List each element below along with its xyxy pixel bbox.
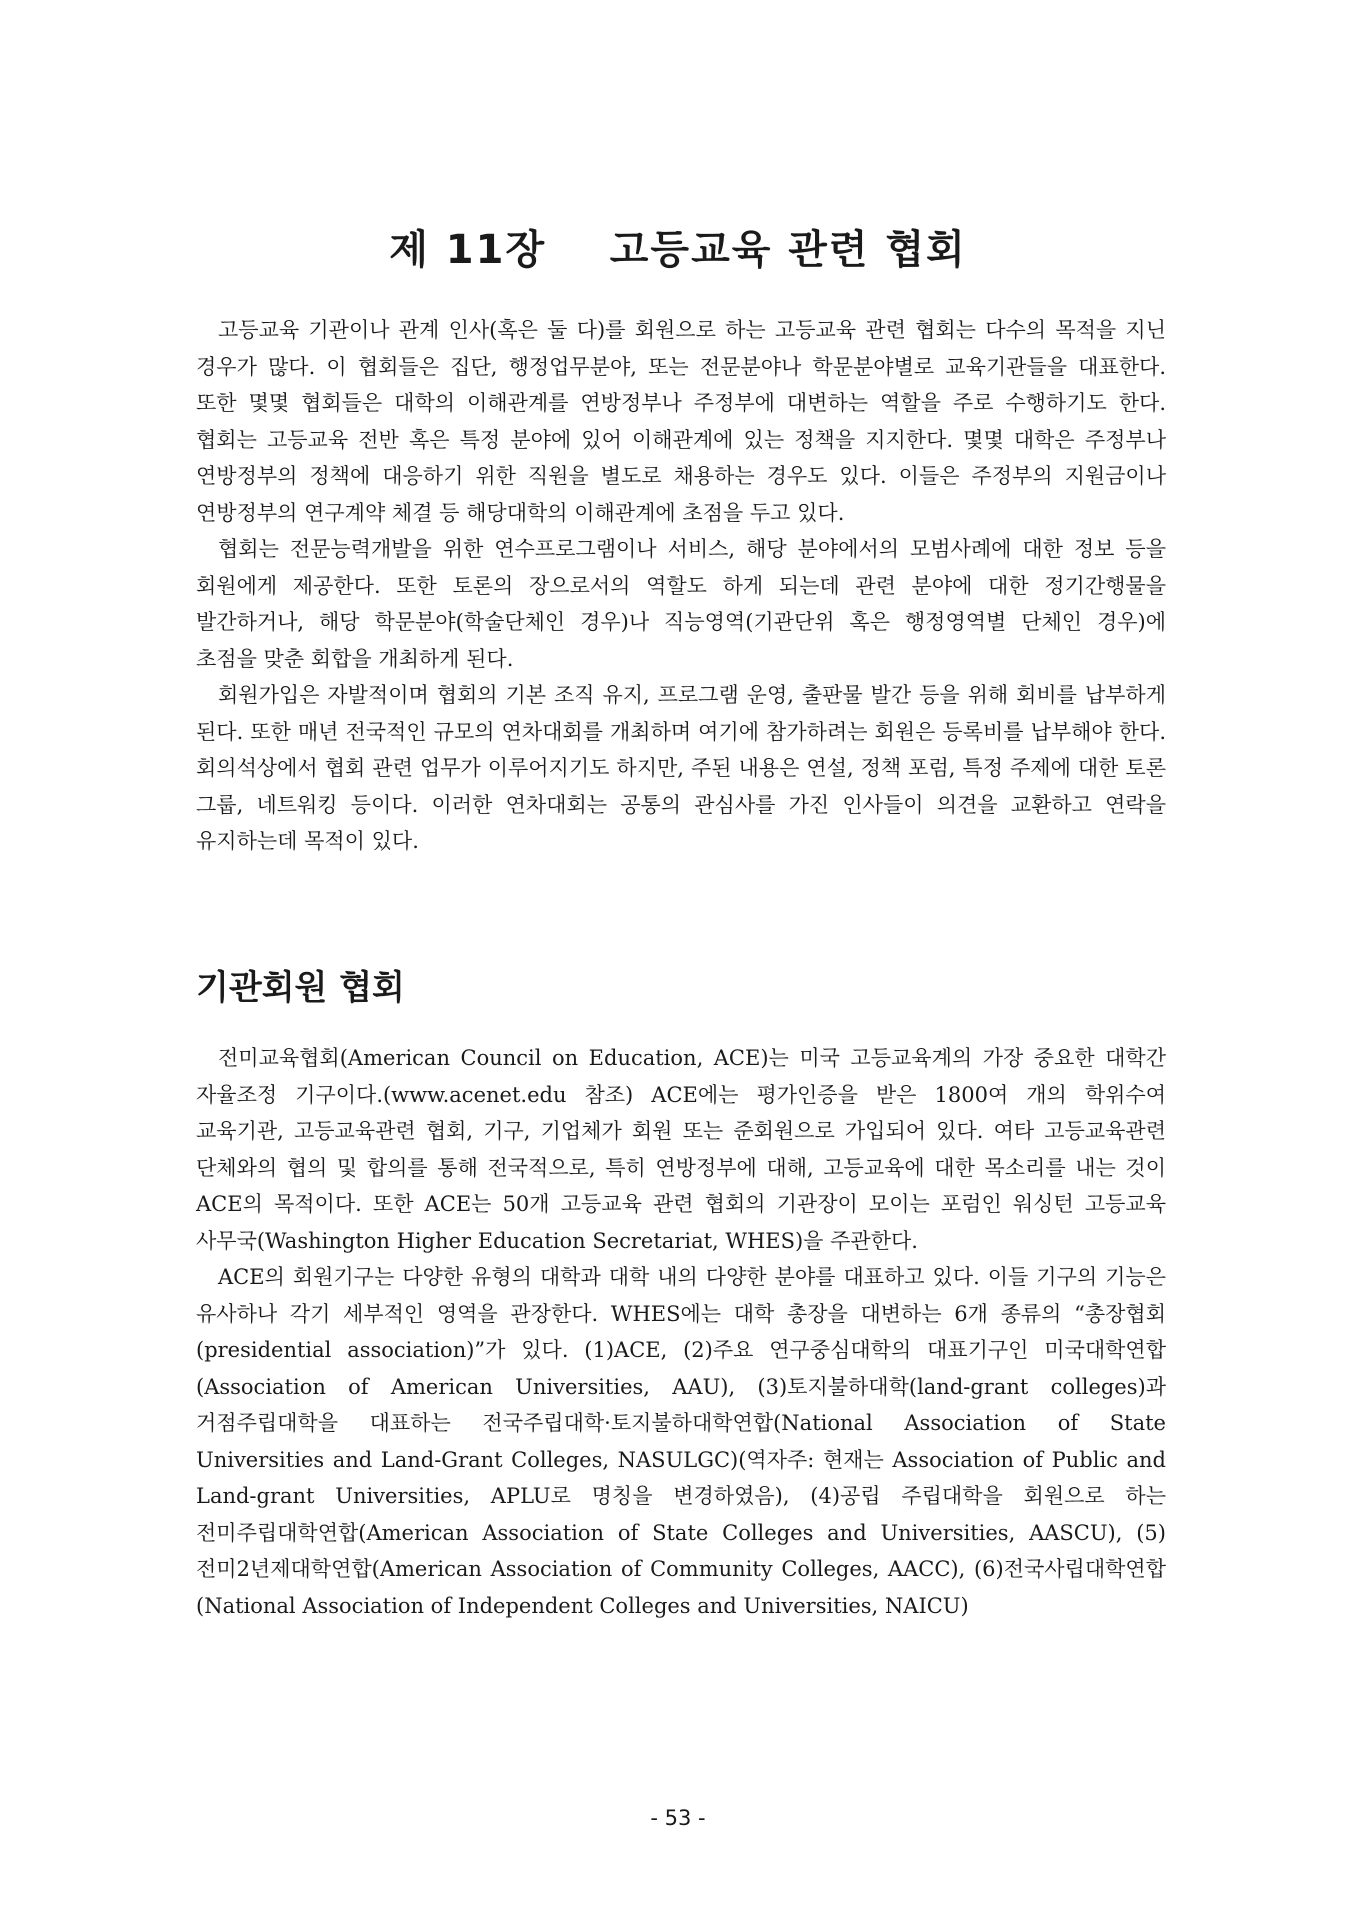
page-number: - 53 -	[650, 1806, 706, 1830]
intro-paragraph: 협회는 전문능력개발을 위한 연수프로그램이나 서비스, 해당 분야에서의 모범사례에 대한 정보 등을 회원에게 제공한다. 또한 토론의 장으로서의 역할도 하게 되는데 관련 분야에 대한 정기간행물을 발간하거나, 해당 학문분야(학술단체인 경우)나 직능영역(기관단위 혹은 행정영역별 단체인 경우)에 초점을 맞춘 회합을 개최하게 된다.	[196, 537, 1166, 671]
intro-paragraph: 고등교육 기관이나 관계 인사(혹은 둘 다)를 회원으로 하는 고등교육 관련 협회는 다수의 목적을 지닌 경우가 많다. 이 협회들은 집단, 행정업무분야, 또는 전문분야나 학문분야별로 교육기관들을 대표한다. 또한 몇몇 협회들은 대학의 이해관계를 연방정부나 주정부에 대변하는 역할을 주로 수행하기도 한다. 협회는 고등교육 전반 혹은 특정 분야에 있어 이해관계에 있는 정책을 지지한다. 몇몇 대학은 주정부나 연방정부의 정책에 대응하기 위한 직원을 별도로 채용하는 경우도 있다. 이들은 주정부의 지원금이나 연방정부의 연구계약 체결 등 해당대학의 이해관계에 초점을 두고 있다.	[196, 318, 1166, 525]
chapter-title: 제 11장 고등교육 관련 협회	[389, 227, 967, 273]
intro-section	[196, 312, 1166, 860]
section-paragraph: 전미교육협회(American Council on Education, ACE)는 미국 고등교육계의 가장 중요한 대학간 자율조정 기구이다.(www.acenet.edu 참조) ACE에는 평가인증을 받은 1800여 개의 학위수여 교육기관, 고등교육관련 협회, 기구, 기업체가 회원 또는 준회원으로 가입되어 있다. 여타 고등교육관련 단체와의 협의 및 합의를 통해 전국적으로, 특히 연방정부에 대해, 고등교육에 대한 목소리를 내는 것이 ACE의 목적이다. 또한 ACE는 50개 고등교육 관련 협회의 기관장이 모이는 포럼인 워싱턴 고등교육 사무국(Washington Higher Education Secretariat, WHES)을 주관한다.	[196, 1046, 1166, 1253]
section-heading: 기관회원 협회	[196, 968, 405, 1008]
institutional-associations-section	[196, 1040, 1166, 1624]
intro-paragraph: 회원가입은 자발적이며 협회의 기본 조직 유지, 프로그램 운영, 출판물 발간 등을 위해 회비를 납부하게 된다. 또한 매년 전국적인 규모의 연차대회를 개최하며 여기에 참가하려는 회원은 등록비를 납부해야 한다. 회의석상에서 협회 관련 업무가 이루어지기도 하지만, 주된 내용은 연설, 정책 포럼, 특정 주제에 대한 토론 그룹, 네트워킹 등이다. 이러한 연차대회는 공통의 관심사를 가진 인사들이 의견을 교환하고 연락을 유지하는데 목적이 있다.	[196, 683, 1166, 853]
section-paragraph: ACE의 회원기구는 다양한 유형의 대학과 대학 내의 다양한 분야를 대표하고 있다. 이들 기구의 기능은 유사하나 각기 세부적인 영역을 관장한다. WHES에는 대학 총장을 대변하는 6개 종류의 “총장협회(presidential association)”가 있다. (1)ACE, (2)주요 연구중심대학의 대표기구인 미국대학연합(Association of American Universities, AAU), (3)토지불하대학(land-grant colleges)과 거점주립대학을 대표하는 전국주립대학·토지불하대학연합(National Association of State Universities and Land-Grant Colleges, NASULGC)(역자주: 현재는 Association of Public and Land-grant Universities, APLU로 명칭을 변경하였음), (4)공립 주립대학을 회원으로 하는 전미주립대학연합(American Association of State Colleges and Universities, AASCU), (5)전미2년제대학연합(American Association of Community Colleges, AACC), (6)전국사립대학연합(National Association of Independent Colleges and Universities, NAICU)	[196, 1265, 1166, 1618]
